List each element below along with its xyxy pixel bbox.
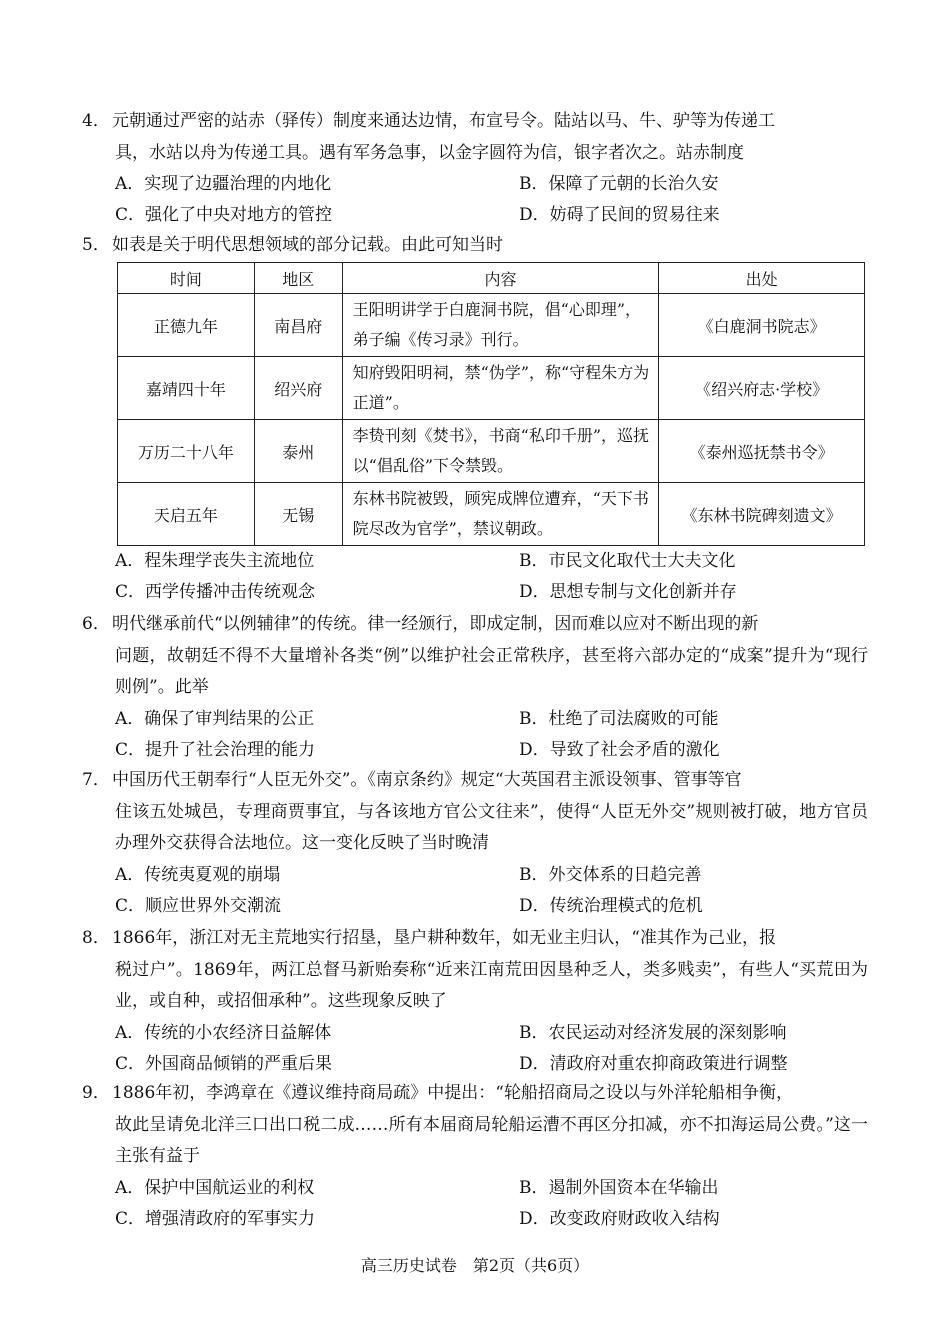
stem-line: 元朝通过严密的站赤（驿传）制度来通达边情，布宣号令。陆站以马、牛、驴等为传递工	[112, 111, 775, 131]
table-cell-source: 《绍兴府志·学校》	[659, 357, 865, 420]
option-b[interactable]: B．农民运动对经济发展的深刻影响	[519, 1022, 787, 1043]
question-4	[82, 106, 868, 231]
option-a[interactable]: A．传统的小农经济日益解体	[115, 1022, 332, 1043]
question-stem	[82, 609, 868, 704]
option-d[interactable]: D．传统治理模式的危机	[519, 895, 703, 916]
table-cell-time: 正德九年	[118, 294, 255, 357]
options	[82, 169, 868, 231]
question-number: 6．	[82, 614, 110, 634]
table-header: 内容	[342, 263, 659, 294]
question-stem	[82, 923, 868, 1018]
option-b[interactable]: B．遏制外国资本在华输出	[519, 1177, 719, 1198]
option-d[interactable]: D．妨碍了民间的贸易往来	[519, 205, 720, 225]
table-header: 时间	[118, 263, 255, 294]
page-footer: 高三历史试卷 第2页（共6页）	[360, 1256, 590, 1275]
option-c[interactable]: C．增强清政府的军事实力	[115, 1208, 316, 1229]
table-row	[118, 357, 865, 420]
table-cell-content: 李贽刊刻《焚书》，书商“私印千册”，巡抚以“倡乱俗”下令禁毁。	[342, 420, 659, 483]
stem-continuation: 故此呈请免北洋三口出口税二成……所有本届商局轮船运漕不再区分扣减，亦不扣海运局公费。”这一主张有益于	[115, 1114, 868, 1166]
table-cell-region: 无锡	[254, 483, 342, 546]
option-d[interactable]: D．导致了社会矛盾的激化	[519, 739, 720, 760]
question-stem	[82, 106, 868, 169]
table-header: 地区	[254, 263, 342, 294]
question-8	[82, 923, 868, 1080]
options	[82, 1018, 868, 1080]
stem-line: 如表是关于明代思想领域的部分记载。由此可知当时	[112, 235, 503, 255]
options	[82, 860, 868, 922]
option-c[interactable]: C．西学传播冲击传统观念	[115, 582, 316, 602]
table-row	[118, 420, 865, 483]
table-cell-region: 绍兴府	[254, 357, 342, 420]
table-cell-content: 东林书院被毁，顾宪成牌位遭弃，“天下书院尽改为官学”，禁议朝政。	[342, 483, 659, 546]
question-stem	[82, 230, 868, 262]
question-number: 4．	[82, 111, 110, 131]
table-header-row	[118, 263, 865, 294]
table-cell-content: 知府毁阳明祠，禁“伪学”，称“守程朱方为正道”。	[342, 357, 659, 420]
question-6	[82, 609, 868, 766]
table-cell-time: 天启五年	[118, 483, 255, 546]
option-a[interactable]: A．确保了审判结果的公正	[115, 708, 315, 729]
question-number: 9．	[82, 1083, 110, 1103]
table-row	[118, 483, 865, 546]
stem-continuation: 问题，故朝廷不得不大量增补各类“例”以维护社会正常秩序，甚至将六部办定的“成案”提升为“现行则例”。此举	[115, 645, 868, 697]
question-5-options	[82, 546, 868, 608]
question-number: 5．	[82, 235, 110, 255]
table-cell-source: 《泰州巡抚禁书令》	[659, 420, 865, 483]
options	[82, 704, 868, 766]
option-c[interactable]: C．外国商品倾销的严重后果	[115, 1053, 333, 1074]
option-c[interactable]: C．强化了中央对地方的管控	[115, 205, 333, 225]
table-cell-time: 嘉靖四十年	[118, 357, 255, 420]
table-cell-content: 王阳明讲学于白鹿洞书院，倡“心即理”，弟子编《传习录》刊行。	[342, 294, 659, 357]
option-b[interactable]: B．市民文化取代士大夫文化	[519, 551, 736, 571]
question-stem	[82, 765, 868, 860]
option-a[interactable]: A．程朱理学丧失主流地位	[115, 551, 315, 571]
option-d[interactable]: D．改变政府财政收入结构	[519, 1208, 720, 1229]
option-a[interactable]: A．实现了边疆治理的内地化	[115, 174, 332, 194]
stem-line: 1886年初，李鸿章在《遵议维持商局疏》中提出：“轮船招商局之设以与外洋轮船相争衡，	[112, 1083, 793, 1103]
table-cell-region: 泰州	[254, 420, 342, 483]
question-number: 8．	[82, 928, 110, 948]
table-cell-time: 万历二十八年	[118, 420, 255, 483]
stem-continuation: 具，水站以舟为传递工具。遇有军务急事，以金字圆符为信，银字者次之。站赤制度	[115, 142, 744, 163]
option-a[interactable]: A．传统夷夏观的崩塌	[115, 864, 281, 885]
stem-line: 1866年，浙江对无主荒地实行招垦，垦户耕种数年，如无业主归认，“准其作为己业，报	[112, 928, 776, 948]
stem-line: 中国历代王朝奉行“人臣无外交”。《南京条约》规定“大英国君主派设领事、管事等官	[112, 770, 742, 790]
question-9	[82, 1078, 868, 1235]
table-cell-source: 《东林书院碑刻遗文》	[659, 483, 865, 546]
table-header: 出处	[659, 263, 865, 294]
question-7	[82, 765, 868, 922]
option-d[interactable]: D．清政府对重农抑商政策进行调整	[519, 1053, 788, 1074]
stem-continuation: 税过户”。1869年，两江总督马新贻奏称“近来江南荒田因垦种乏人，类多贱卖”，有些人“买荒田为业，或自种，或招佃承种”。这些现象反映了	[115, 959, 868, 1011]
option-d[interactable]: D．思想专制与文化创新并存	[519, 582, 737, 602]
table-cell-region: 南昌府	[254, 294, 342, 357]
option-b[interactable]: B．外交体系的日趋完善	[519, 864, 702, 885]
options	[82, 1173, 868, 1235]
question-5	[82, 230, 868, 262]
question-stem	[82, 1078, 868, 1173]
option-c[interactable]: C．提升了社会治理的能力	[115, 739, 316, 760]
option-b[interactable]: B．保障了元朝的长治久安	[519, 174, 719, 194]
option-b[interactable]: B．杜绝了司法腐败的可能	[519, 708, 719, 729]
option-c[interactable]: C．顺应世界外交潮流	[115, 895, 282, 916]
options	[82, 546, 868, 608]
stem-continuation: 住该五处城邑，专理商贾事宜，与各该地方官公文往来”，使得“人臣无外交”规则被打破，地方官员办理外交获得合法地位。这一变化反映了当时晚清	[115, 801, 868, 853]
option-a[interactable]: A．保护中国航运业的利权	[115, 1177, 315, 1198]
history-records-table	[117, 262, 865, 546]
table-row	[118, 294, 865, 357]
stem-line: 明代继承前代“以例辅律”的传统。律一经颁行，即成定制，因而难以应对不断出现的新	[112, 614, 759, 634]
question-number: 7．	[82, 770, 110, 790]
table-cell-source: 《白鹿洞书院志》	[659, 294, 865, 357]
